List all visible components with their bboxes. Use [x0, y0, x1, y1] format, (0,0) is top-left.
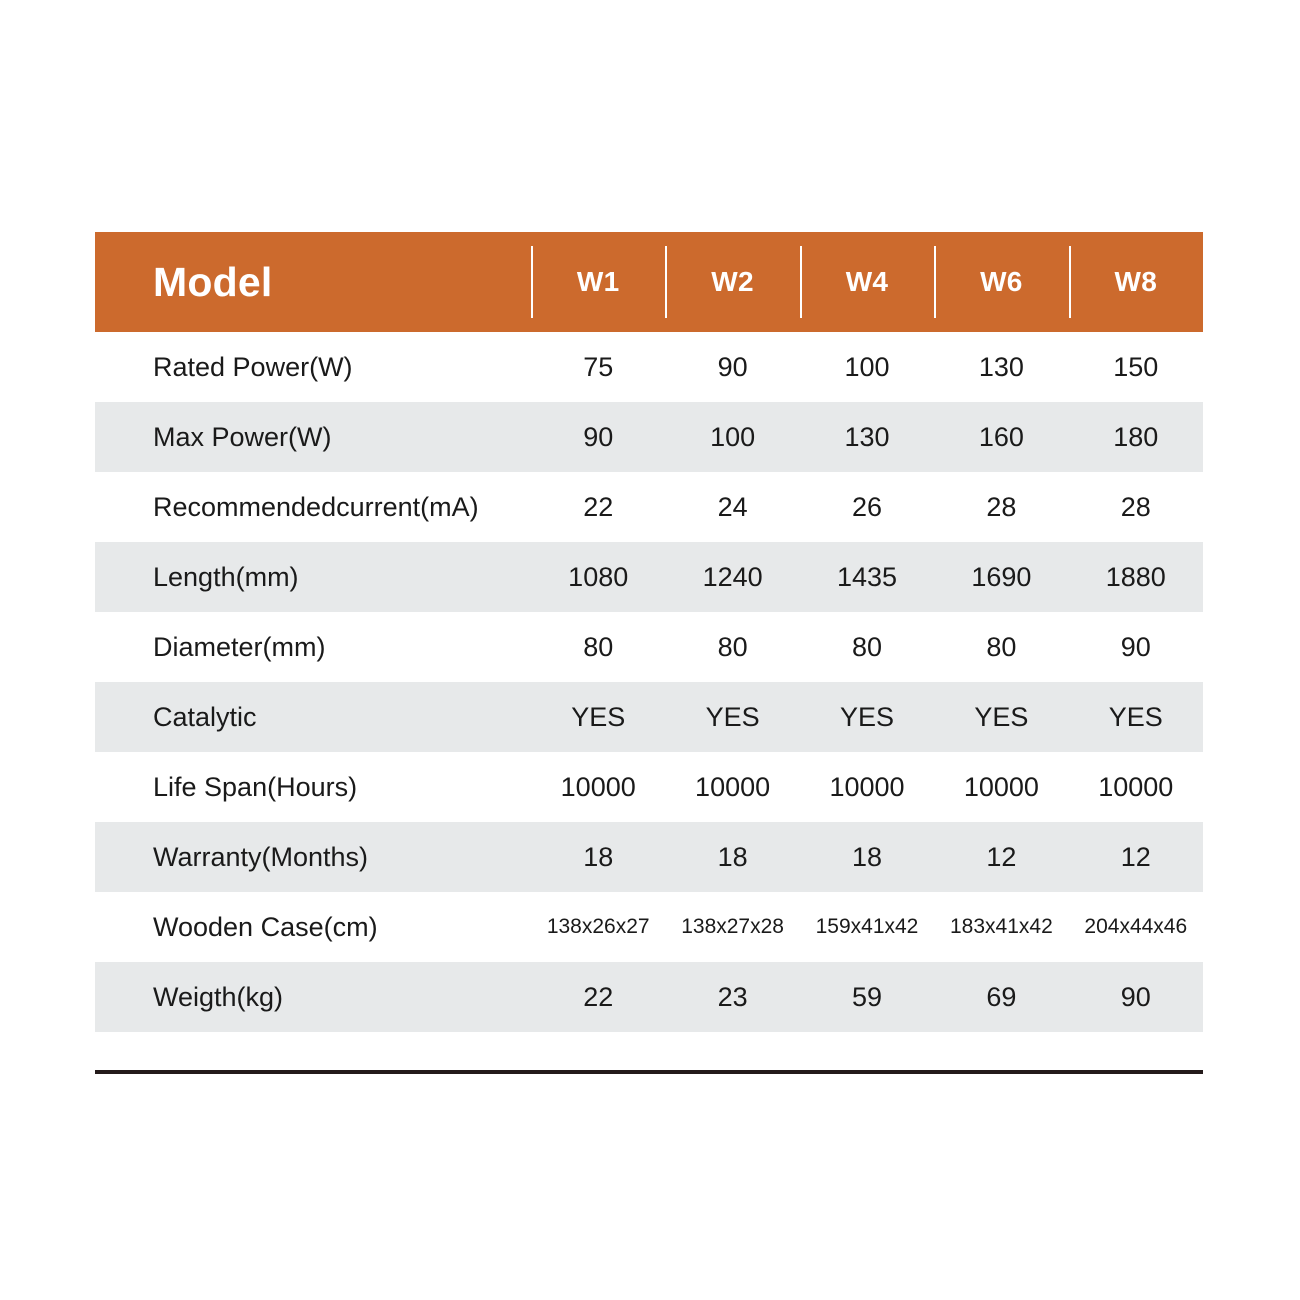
cell-diameter-w6: 80: [986, 631, 1017, 662]
row-label-warranty: Warranty(Months): [153, 841, 369, 872]
cell-rated-power-w4: 100: [844, 351, 890, 382]
specification-table: [95, 232, 1203, 1032]
cell-wooden-case-w1: 138x26x27: [546, 915, 650, 938]
cell-life-span-w6: 10000: [963, 771, 1039, 802]
cell-diameter-w8: 90: [1120, 631, 1151, 662]
table-row: [95, 402, 1203, 472]
cell-rated-power-w8: 150: [1113, 351, 1159, 382]
cell-length-w2: 1240: [702, 561, 763, 592]
cell-rated-power-w2: 90: [717, 351, 748, 382]
cell-catalytic-w6: YES: [974, 701, 1029, 732]
cell-wooden-case-w2: 138x27x28: [681, 915, 784, 938]
cell-wooden-case-w8: 204x44x46: [1084, 915, 1188, 938]
cell-weight-w1: 22: [583, 981, 614, 1012]
cell-catalytic-w2: YES: [705, 701, 760, 732]
row-label-wooden-case: Wooden Case(cm): [153, 911, 378, 942]
cell-length-w8: 1880: [1105, 561, 1166, 592]
table-row: [95, 822, 1203, 892]
cell-life-span-w8: 10000: [1098, 771, 1174, 802]
row-label-rated-power: Rated Power(W): [153, 351, 353, 382]
row-label-catalytic: Catalytic: [153, 701, 257, 732]
row-label-recommended-current: Recommendedcurrent(mA): [153, 491, 479, 522]
cell-diameter-w1: 80: [583, 631, 614, 662]
header-cell-model: Model: [153, 258, 273, 305]
cell-catalytic-w8: YES: [1108, 701, 1163, 732]
cell-rated-power-w6: 130: [978, 351, 1024, 382]
cell-warranty-w1: 18: [583, 841, 614, 872]
cell-wooden-case-w4: 159x41x42: [815, 915, 919, 938]
row-label-weight: Weigth(kg): [153, 981, 284, 1012]
table-row: [95, 612, 1203, 682]
header-row: [95, 232, 1203, 332]
cell-warranty-w8: 12: [1120, 841, 1151, 872]
table-row: [95, 892, 1203, 962]
cell-max-power-w8: 180: [1113, 421, 1159, 452]
cell-rated-power-w1: 75: [583, 351, 614, 382]
cell-life-span-w2: 10000: [695, 771, 771, 802]
cell-catalytic-w1: YES: [571, 701, 626, 732]
cell-max-power-w2: 100: [710, 421, 756, 452]
cell-weight-w6: 69: [986, 981, 1017, 1012]
cell-length-w1: 1080: [568, 561, 629, 592]
row-label-life-span: Life Span(Hours): [153, 771, 358, 802]
cell-length-w4: 1435: [836, 561, 898, 592]
table-row: [95, 752, 1203, 822]
table-header: [95, 232, 1203, 332]
row-label-length: Length(mm): [153, 561, 299, 592]
cell-weight-w2: 23: [717, 981, 748, 1012]
table-row: [95, 332, 1203, 402]
cell-warranty-w6: 12: [986, 841, 1017, 872]
cell-recommended-current-w1: 22: [583, 491, 614, 522]
header-cell-w2: W2: [665, 232, 799, 332]
cell-life-span-w4: 10000: [829, 771, 905, 802]
cell-warranty-w4: 18: [851, 841, 883, 872]
header-cell-w4: W4: [800, 232, 934, 332]
cell-weight-w8: 90: [1120, 981, 1151, 1012]
specification-table-container: [95, 232, 1203, 1032]
table-body: [95, 332, 1203, 1032]
header-cell-w6: W6: [934, 232, 1068, 332]
table-row: [95, 542, 1203, 612]
table-bottom-rule: [95, 1070, 1203, 1074]
cell-wooden-case-w6: 183x41x42: [950, 915, 1053, 938]
header-cell-w1: W1: [531, 232, 665, 332]
row-label-max-power: Max Power(W): [153, 421, 332, 452]
row-label-diameter: Diameter(mm): [153, 631, 326, 662]
header-cell-w8: W8: [1069, 232, 1203, 332]
cell-diameter-w4: 80: [851, 631, 883, 662]
cell-diameter-w2: 80: [717, 631, 748, 662]
cell-max-power-w1: 90: [583, 421, 614, 452]
cell-life-span-w1: 10000: [560, 771, 636, 802]
cell-length-w6: 1690: [971, 561, 1032, 592]
table-row: [95, 472, 1203, 542]
cell-catalytic-w4: YES: [839, 701, 894, 732]
cell-max-power-w4: 130: [844, 421, 890, 452]
cell-recommended-current-w8: 28: [1120, 491, 1151, 522]
cell-recommended-current-w6: 28: [986, 491, 1017, 522]
table-row: [95, 962, 1203, 1032]
cell-recommended-current-w4: 26: [851, 491, 883, 522]
cell-weight-w4: 59: [851, 981, 883, 1012]
cell-max-power-w6: 160: [978, 421, 1024, 452]
table-row: [95, 682, 1203, 752]
cell-warranty-w2: 18: [717, 841, 748, 872]
cell-recommended-current-w2: 24: [717, 491, 748, 522]
